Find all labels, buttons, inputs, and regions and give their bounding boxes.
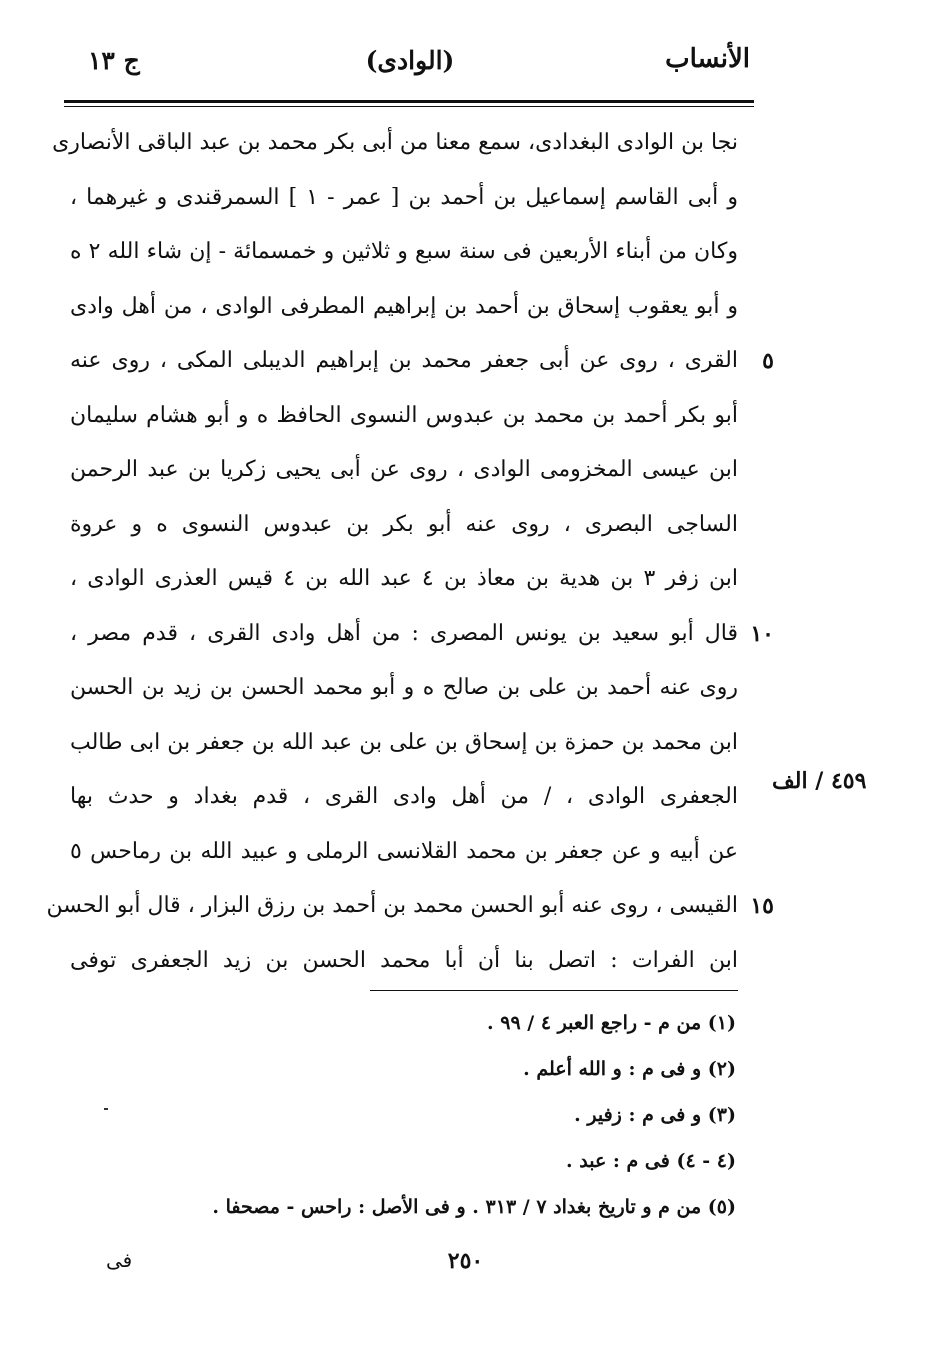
text-line [70,334,774,389]
text-line [70,171,738,226]
running-header [70,44,750,94]
line-text: القيسى ، روى عنه أبو الحسن محمد بن أحمد بن رزق البزار ، قال أبو الحسن [46,893,738,918]
text-line [70,498,738,553]
line-text: الساجى البصرى ، روى عنه أبو بكر بن عبدوس النسوى ه و عروة [70,511,738,537]
main-text [46,116,774,988]
line-text: الجعفرى الوادى ، / من أهل وادى القرى ، قدم بغداد و حدث بها [70,784,738,809]
line-text: و أبو يعقوب إسحاق بن أحمد بن إبراهيم المطرفى الوادى ، من أهل وادى [70,293,738,319]
text-line [70,934,738,989]
text-line [70,389,738,444]
header-rule [64,100,754,103]
text-line [70,280,738,335]
line-text: نجا بن الوادى البغدادى، سمع معنا من أبى بكر محمد بن عبد الباقى الأنصارى [52,130,738,155]
line-text: القرى ، روى عن أبى جعفر محمد بن إبراهيم الديبلى المكى ، روى عنه [70,348,738,373]
line-number: ٥ [762,348,774,374]
footnote: (٣) و فى م : زفير . [574,1104,736,1126]
text-line [70,661,738,716]
header-volume: ج ١٣ [88,46,140,75]
footnote: (٤ - ٤) فى م : عبد . [566,1150,736,1172]
text-line [46,879,774,934]
catchword: فى [106,1248,133,1272]
text-line [70,716,738,771]
line-text: ابن عيسى المخزومى الوادى ، روى عن أبى يحيى زكريا بن عبد الرحمن [70,457,738,482]
header-section-title: (الوادى) [365,46,455,75]
footnote: (١) من م - راجع العبر ٤ / ٩٩ . [487,1012,736,1034]
footnote: (٥) من م و تاريخ بغداد ٧ / ٣١٣ . و فى الأصل : راحس - مصحفا . [212,1196,736,1218]
text-line [70,552,738,607]
text-line [70,770,738,825]
line-text: روى عنه أحمد بن على بن صالح ه و أبو محمد الحسن بن زيد بن الحسن [70,675,738,700]
line-text: أبو بكر أحمد بن محمد بن عبدوس النسوى الحافظ ه و أبو هشام سليمان [70,402,738,428]
line-text: ابن محمد بن حمزة بن إسحاق بن على بن عبد الله بن جعفر بن ابى طالب [70,729,738,755]
text-line [70,225,738,280]
line-text: ابن الفرات : اتصل بنا أن أبا محمد الحسن بن زيد الجعفرى توفى [70,947,738,973]
footnote: (٢) و فى م : و الله أعلم . [523,1058,736,1080]
header-rule-thin [64,106,754,107]
text-line [52,116,738,171]
line-text: و أبى القاسم إسماعيل بن أحمد بن [ عمر - ١ ] السمرقندى و غيرهما ، [70,184,738,210]
line-text: ابن زفر ٣ بن هدية بن معاذ بن ٤ عبد الله بن ٤ قيس العذرى الوادى ، [70,566,738,591]
text-line [70,825,738,880]
text-line [70,443,738,498]
page-number: ٢٥٠ [447,1248,484,1274]
ink-speck [104,1108,108,1110]
text-line [70,607,774,662]
footnote-rule [370,990,738,991]
line-number: ١٥ [750,893,774,919]
header-book-title: الأنساب [665,44,750,74]
line-number: ١٠ [750,620,774,647]
footnotes [180,1000,736,1230]
manuscript-folio-note: ٤٥٩ / الف [772,768,867,794]
line-text: عن أبيه و عن جعفر بن محمد القلانسى الرملى و عبيد الله بن رماحس ٥ [70,838,738,864]
line-text: قال أبو سعيد بن يونس المصرى : من أهل وادى القرى ، قدم مصر ، [70,620,738,646]
line-text: وكان من أبناء الأربعين فى سنة سبع و ثلاثين و خمسمائة - إن شاء الله ٢ ه [70,239,738,264]
